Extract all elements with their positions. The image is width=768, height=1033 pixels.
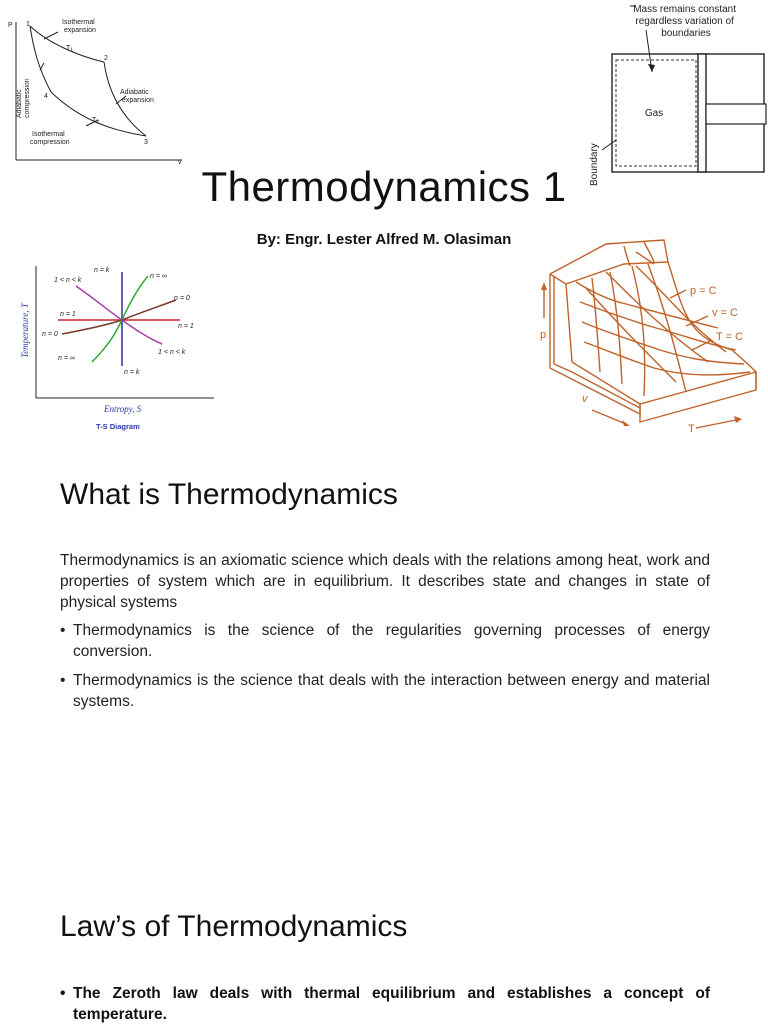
surface-t-const-label: T = C: [716, 331, 744, 343]
pv-axis-p-label: P: [8, 22, 13, 29]
adiabatic-compression-curve: [30, 26, 51, 92]
pv-t2-label: $T_2$: [92, 117, 100, 126]
pv-adiabatic-expansion-label: Adiabatic expansion: [120, 89, 154, 104]
ts-label-n-k-bottom: n = k: [124, 369, 140, 376]
ts-caption: T-S Diagram: [96, 422, 140, 431]
pv-t1-label: $T_1$: [66, 45, 74, 54]
boundary-label: Boundary: [589, 143, 600, 186]
piston-rod: [706, 104, 766, 124]
pv-isothermal-compression-label: Isothermal compression: [30, 131, 70, 146]
pv-point-1: 1: [26, 21, 30, 28]
ts-label-n-1-left: n = 1: [60, 311, 76, 318]
surface-p-axis-label: p: [540, 329, 547, 341]
section-heading-laws: Law’s of Thermodynamics: [60, 910, 408, 943]
author-byline: By: Engr. Lester Alfred M. Olasiman: [256, 231, 512, 248]
laws-bullet-list: [60, 983, 710, 1033]
ts-label-n-inf-top: n = ∞: [150, 273, 167, 280]
pv-isothermal-expansion-label: Isothermal expansion: [62, 19, 96, 34]
ts-label-n-1-right: n = 1: [178, 323, 194, 330]
system-mass-note: Mass remains constant regardless variation of boundaries: [633, 4, 737, 39]
ts-curve-polytropic: [76, 286, 162, 344]
pv-point-4: 4: [44, 93, 48, 100]
list-item: • The Zeroth law deals with thermal equilibrium and establishes a concept of temperature.: [60, 983, 710, 1025]
what-bullet-list: [60, 620, 710, 720]
ts-label-n-0-right: n = 0: [174, 295, 190, 302]
piston: [698, 54, 706, 172]
pv-diagram: [8, 18, 188, 168]
ts-label-n-inf-bottom: n = ∞: [58, 355, 75, 362]
ts-diagram: [14, 258, 220, 438]
ts-label-poly-right: 1 < n < k: [158, 349, 186, 356]
section-heading-what: What is Thermodynamics: [60, 478, 398, 511]
surface-v-const-label: v = C: [712, 307, 738, 319]
list-item: • Thermodynamics is the science that deals with the interaction between energy and material systems.: [60, 670, 710, 712]
pv-adiabatic-compression-label: Adiabatic compression: [16, 78, 31, 118]
intro-paragraph: Thermodynamics is an axiomatic science which deals with the relations among heat, work and properties of system which are in equilibrium. It describes state and changes in state of physical systems: [60, 552, 710, 611]
ts-label-poly-left: 1 < n < k: [54, 277, 82, 284]
surface-p-const-label: p = C: [690, 285, 717, 297]
ts-label-n-k-top: n = k: [94, 267, 110, 274]
surface-t-axis-label: T: [688, 423, 695, 435]
pv-point-2: 2: [104, 55, 108, 62]
gas-label: Gas: [644, 108, 664, 119]
surface-v-axis-label: v: [582, 393, 588, 405]
pvt-surface-diagram: [536, 232, 762, 438]
list-item: • Thermodynamics is the science of the regularities governing processes of energy conversion.: [60, 620, 710, 662]
ts-x-label: Entropy, S: [104, 404, 142, 414]
pv-axis-v-label: v: [178, 159, 182, 166]
ts-label-n-0-left: n = 0: [42, 331, 58, 338]
pv-point-3: 3: [144, 139, 148, 146]
ts-curve-n-0: [62, 300, 176, 334]
page-title: Thermodynamics 1: [201, 163, 567, 210]
ts-y-label: Temperature, T: [20, 303, 30, 358]
